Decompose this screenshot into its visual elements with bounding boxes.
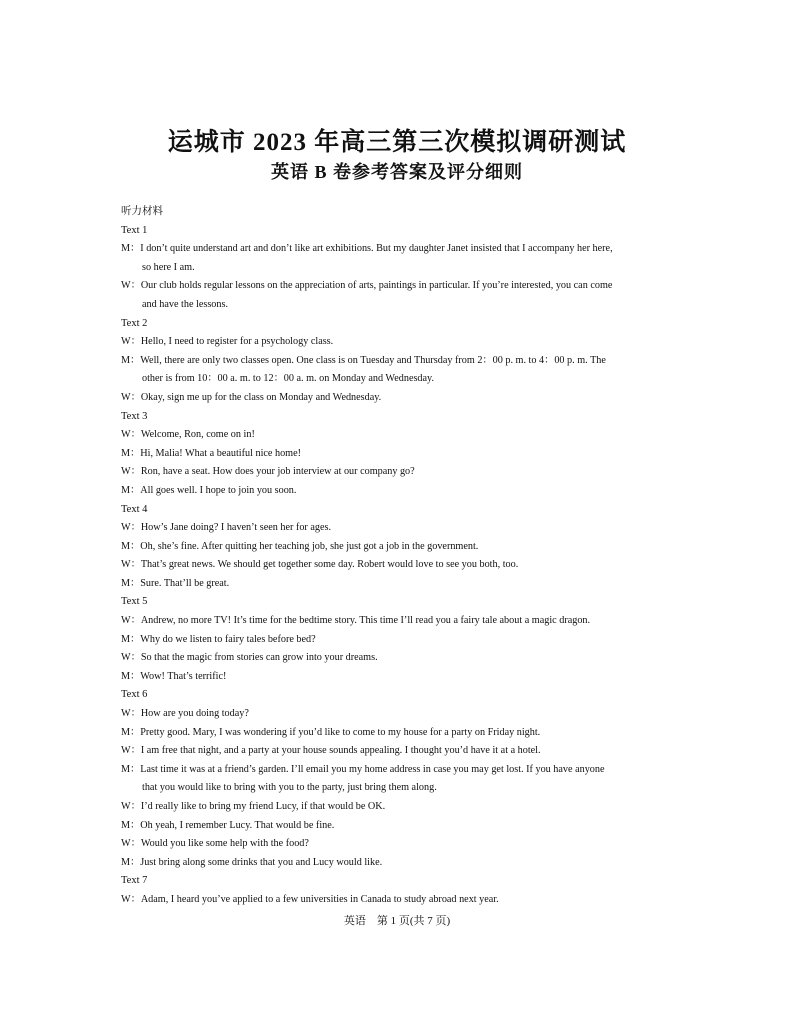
document-title: 运城市 2023 年高三第三次模拟调研测试 [167, 129, 627, 156]
utterance-text: Pretty good. Mary, I was wondering if you’d like to come to my house for a party on Friday night. [140, 726, 541, 738]
dialogue-line [121, 649, 677, 668]
dialogue-continuation: and have the lessons. [142, 298, 229, 310]
dialogue-line [121, 761, 677, 780]
dialogue-line [121, 240, 677, 259]
dialogue-continuation: other is from 10：00 a. m. to 12：00 a. m. on Monday and Wednesday. [142, 373, 435, 385]
speaker-label: W： [121, 336, 141, 348]
speaker-label: W： [121, 466, 141, 478]
speaker-label: W： [121, 708, 141, 720]
utterance-text: Welcome, Ron, come on in! [140, 429, 255, 441]
dialogue-line [121, 333, 677, 352]
utterance-text: I am free that night, and a party at your house sounds appealing. I thought you’d have it at a hotel. [140, 745, 541, 757]
text-heading: Text 2 [121, 317, 148, 329]
utterance-text: How’s Jane doing? I haven’t seen her for ages. [140, 522, 332, 534]
utterance-text: Hello, I need to register for a psychology class. [140, 336, 334, 348]
speaker-label: M： [121, 484, 141, 496]
listening-transcript [121, 203, 677, 910]
speaker-label: M： [121, 819, 141, 831]
utterance-text: Ron, have a seat. How does your job interview at our company go? [140, 466, 415, 478]
dialogue-line [121, 724, 677, 743]
dialogue-line [121, 835, 677, 854]
page-footer: 英语 第 1 页(共 7 页) [343, 915, 451, 927]
text-heading: Text 3 [121, 410, 148, 422]
dialogue-line [121, 482, 677, 501]
utterance-text: How are you doing today? [140, 708, 249, 720]
utterance-text: That’s great news. We should get together some day. Robert would love to see you both, too. [140, 559, 519, 571]
utterance-text: Oh yeah, I remember Lucy. That would be fine. [140, 819, 335, 831]
utterance-text: Andrew, no more TV! It’s time for the bedtime story. This time I’ll read you a fairy tale about a magic dragon. [140, 615, 591, 627]
speaker-label: W： [121, 429, 141, 441]
speaker-label: W： [121, 801, 141, 812]
dialogue-line [121, 798, 677, 817]
utterance-text: I don’t quite understand art and don’t like art exhibitions. But my daughter Janet insisted that I accompany her here, [140, 243, 613, 255]
dialogue-line [121, 817, 677, 836]
speaker-label: W： [121, 559, 141, 571]
dialogue-line [121, 668, 677, 687]
speaker-label: M： [121, 763, 141, 775]
text-heading: Text 1 [121, 224, 148, 236]
section-heading: 听力材料 [121, 206, 163, 217]
speaker-label: M： [121, 243, 141, 255]
speaker-label: W： [121, 280, 141, 292]
dialogue-line [121, 519, 677, 538]
speaker-label: M： [121, 577, 141, 589]
document-subtitle: 英语 B 卷参考答案及评分细则 [270, 162, 523, 182]
text-heading: Text 6 [121, 689, 148, 701]
utterance-text: Adam, I heard you’ve applied to a few universities in Canada to study abroad next year. [140, 893, 499, 905]
text-heading: Text 4 [121, 503, 148, 515]
utterance-text: Why do we listen to fairy tales before bed? [140, 633, 316, 645]
utterance-text: Okay, sign me up for the class on Monday and Wednesday. [140, 391, 382, 403]
dialogue-line [121, 705, 677, 724]
utterance-text: Well, there are only two classes open. One class is on Tuesday and Thursday from 2：00 p. m. to 4：00 p. m. The [140, 354, 606, 366]
speaker-label: M： [121, 726, 141, 738]
speaker-label: M： [121, 447, 141, 459]
dialogue-line [121, 463, 677, 482]
utterance-text: Hi, Malia! What a beautiful nice home! [140, 447, 302, 459]
speaker-label: M： [121, 633, 141, 645]
dialogue-line [121, 538, 677, 557]
speaker-label: M： [121, 354, 141, 366]
dialogue-line [121, 631, 677, 650]
dialogue-continuation: so here I am. [142, 261, 195, 273]
dialogue-line [121, 742, 677, 761]
dialogue-line [121, 854, 677, 873]
dialogue-continuation: that you would like to bring with you to the party, just bring them along. [142, 782, 437, 794]
utterance-text: Sure. That’ll be great. [140, 577, 230, 589]
dialogue-line [121, 575, 677, 594]
speaker-label: W： [121, 745, 141, 757]
utterance-text: So that the magic from stories can grow into your dreams. [140, 652, 378, 664]
utterance-text: Oh, she’s fine. After quitting her teaching job, she just got a job in the government. [140, 540, 479, 552]
utterance-text: Just bring along some drinks that you and Lucy would like. [140, 856, 383, 868]
dialogue-line [121, 389, 677, 408]
dialogue-line [121, 426, 677, 445]
speaker-label: M： [121, 670, 141, 682]
speaker-label: M： [121, 856, 141, 868]
dialogue-line [121, 612, 677, 631]
text-heading: Text 5 [121, 596, 148, 608]
text-heading: Text 7 [121, 875, 148, 887]
dialogue-line [121, 352, 677, 371]
utterance-text: I’d really like to bring my friend Lucy, if that would be OK. [140, 801, 386, 812]
dialogue-line [121, 556, 677, 575]
utterance-text: Would you like some help with the food? [140, 838, 309, 850]
utterance-text: Last time it was at a friend’s garden. I’ll email you my home address in case you may get lost. If you have anyone [140, 763, 605, 775]
speaker-label: W： [121, 652, 141, 664]
speaker-label: W： [121, 522, 141, 534]
speaker-label: W： [121, 615, 141, 627]
utterance-text: Our club holds regular lessons on the appreciation of arts, paintings in particular. If you’re interested, you can come [140, 280, 613, 292]
speaker-label: M： [121, 540, 141, 552]
utterance-text: Wow! That’s terrific! [140, 670, 227, 682]
speaker-label: W： [121, 391, 141, 403]
speaker-label: W： [121, 893, 141, 905]
speaker-label: W： [121, 838, 141, 850]
dialogue-line [121, 277, 677, 296]
transcript-lines [121, 222, 677, 910]
dialogue-line [121, 891, 677, 910]
utterance-text: All goes well. I hope to join you soon. [140, 484, 297, 496]
dialogue-line [121, 445, 677, 464]
